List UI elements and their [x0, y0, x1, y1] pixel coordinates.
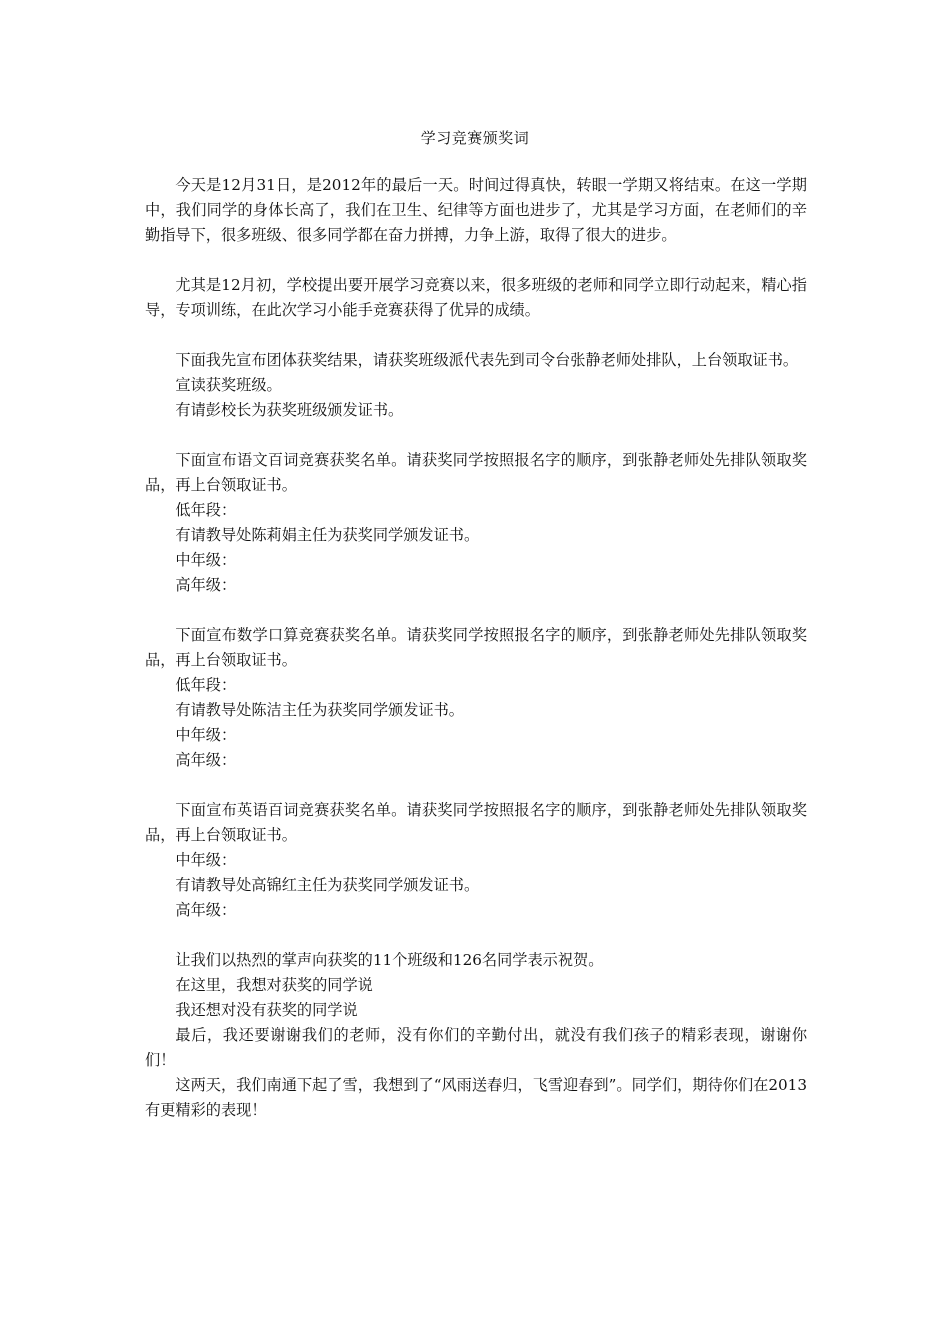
paragraph-chinese-low: 低年段：	[175, 501, 237, 519]
paragraph-math-presenter: 有请教导处陈洁主任为获奖同学颁发证书。	[175, 701, 464, 719]
paragraph-math-middle: 中年级：	[175, 726, 237, 744]
paragraph-gap	[145, 923, 807, 948]
paragraph-chinese-middle: 中年级：	[175, 551, 237, 569]
paragraph-english-middle: 中年级：	[175, 851, 237, 869]
paragraph-chinese-high: 高年级：	[175, 576, 237, 594]
paragraph-gap	[145, 773, 807, 798]
paragraph-congratulations: 让我们以热烈的掌声向获奖的11个班级和126名同学表示祝贺。	[175, 951, 604, 969]
paragraph-team-awards: 下面我先宣布团体获奖结果，请获奖班级派代表先到司令台张静老师处排队，上台领取证书。	[175, 351, 799, 369]
paragraph-competition: 尤其是12月初，学校提出要开展学习竞赛以来，很多班级的老师和同学立即行动起来，精心指导，专项训练，在此次学习小能手竞赛获得了优异的成绩。	[145, 276, 807, 319]
paragraph-to-others: 我还想对没有获奖的同学说	[175, 1001, 358, 1019]
paragraph-read-classes: 宣读获奖班级。	[175, 376, 282, 394]
paragraph-math-high: 高年级：	[175, 751, 237, 769]
paragraph-english-presenter: 有请教导处高锦红主任为获奖同学颁发证书。	[175, 876, 480, 894]
paragraph-english-high: 高年级：	[175, 901, 237, 919]
paragraph-principal: 有请彭校长为获奖班级颁发证书。	[175, 401, 404, 419]
document-title: 学习竞赛颁奖词	[420, 129, 530, 147]
paragraph-chinese-presenter: 有请教导处陈莉娟主任为获奖同学颁发证书。	[175, 526, 480, 544]
paragraph-to-winners: 在这里，我想对获奖的同学说	[175, 976, 373, 994]
paragraph-chinese-awards: 下面宣布语文百词竞赛获奖名单。请获奖同学按照报名字的顺序，到张静老师处先排队领取奖品，再上台领取证书。	[145, 451, 807, 494]
paragraph-math-awards: 下面宣布数学口算竞赛获奖名单。请获奖同学按照报名字的顺序，到张静老师处先排队领取奖品，再上台领取证书。	[145, 626, 807, 669]
paragraph-english-awards: 下面宣布英语百词竞赛获奖名单。请获奖同学按照报名字的顺序，到张静老师处先排队领取奖品，再上台领取证书。	[145, 801, 807, 844]
paragraph-gap	[145, 598, 807, 623]
paragraph-thanks-teachers: 最后，我还要谢谢我们的老师，没有你们的辛勤付出，就没有我们孩子的精彩表现，谢谢你们！	[145, 1026, 807, 1069]
paragraph-math-low: 低年段：	[175, 676, 237, 694]
paragraph-gap	[145, 248, 807, 273]
document-body	[145, 173, 807, 1123]
paragraph-intro: 今天是12月31日，是2012年的最后一天。时间过得真快，转眼一学期又将结束。在这一学期中，我们同学的身体长高了，我们在卫生、纪律等方面也进步了，尤其是学习方面，在老师们的辛勤指导下，很多班级、很多同学都在奋力拼搏，力争上游，取得了很大的进步。	[145, 176, 807, 244]
paragraph-gap	[145, 423, 807, 448]
paragraph-closing: 这两天，我们南通下起了雪，我想到了“风雨送春归，飞雪迎春到”。同学们，期待你们在2013有更精彩的表现！	[145, 1076, 807, 1119]
paragraph-gap	[145, 323, 807, 348]
